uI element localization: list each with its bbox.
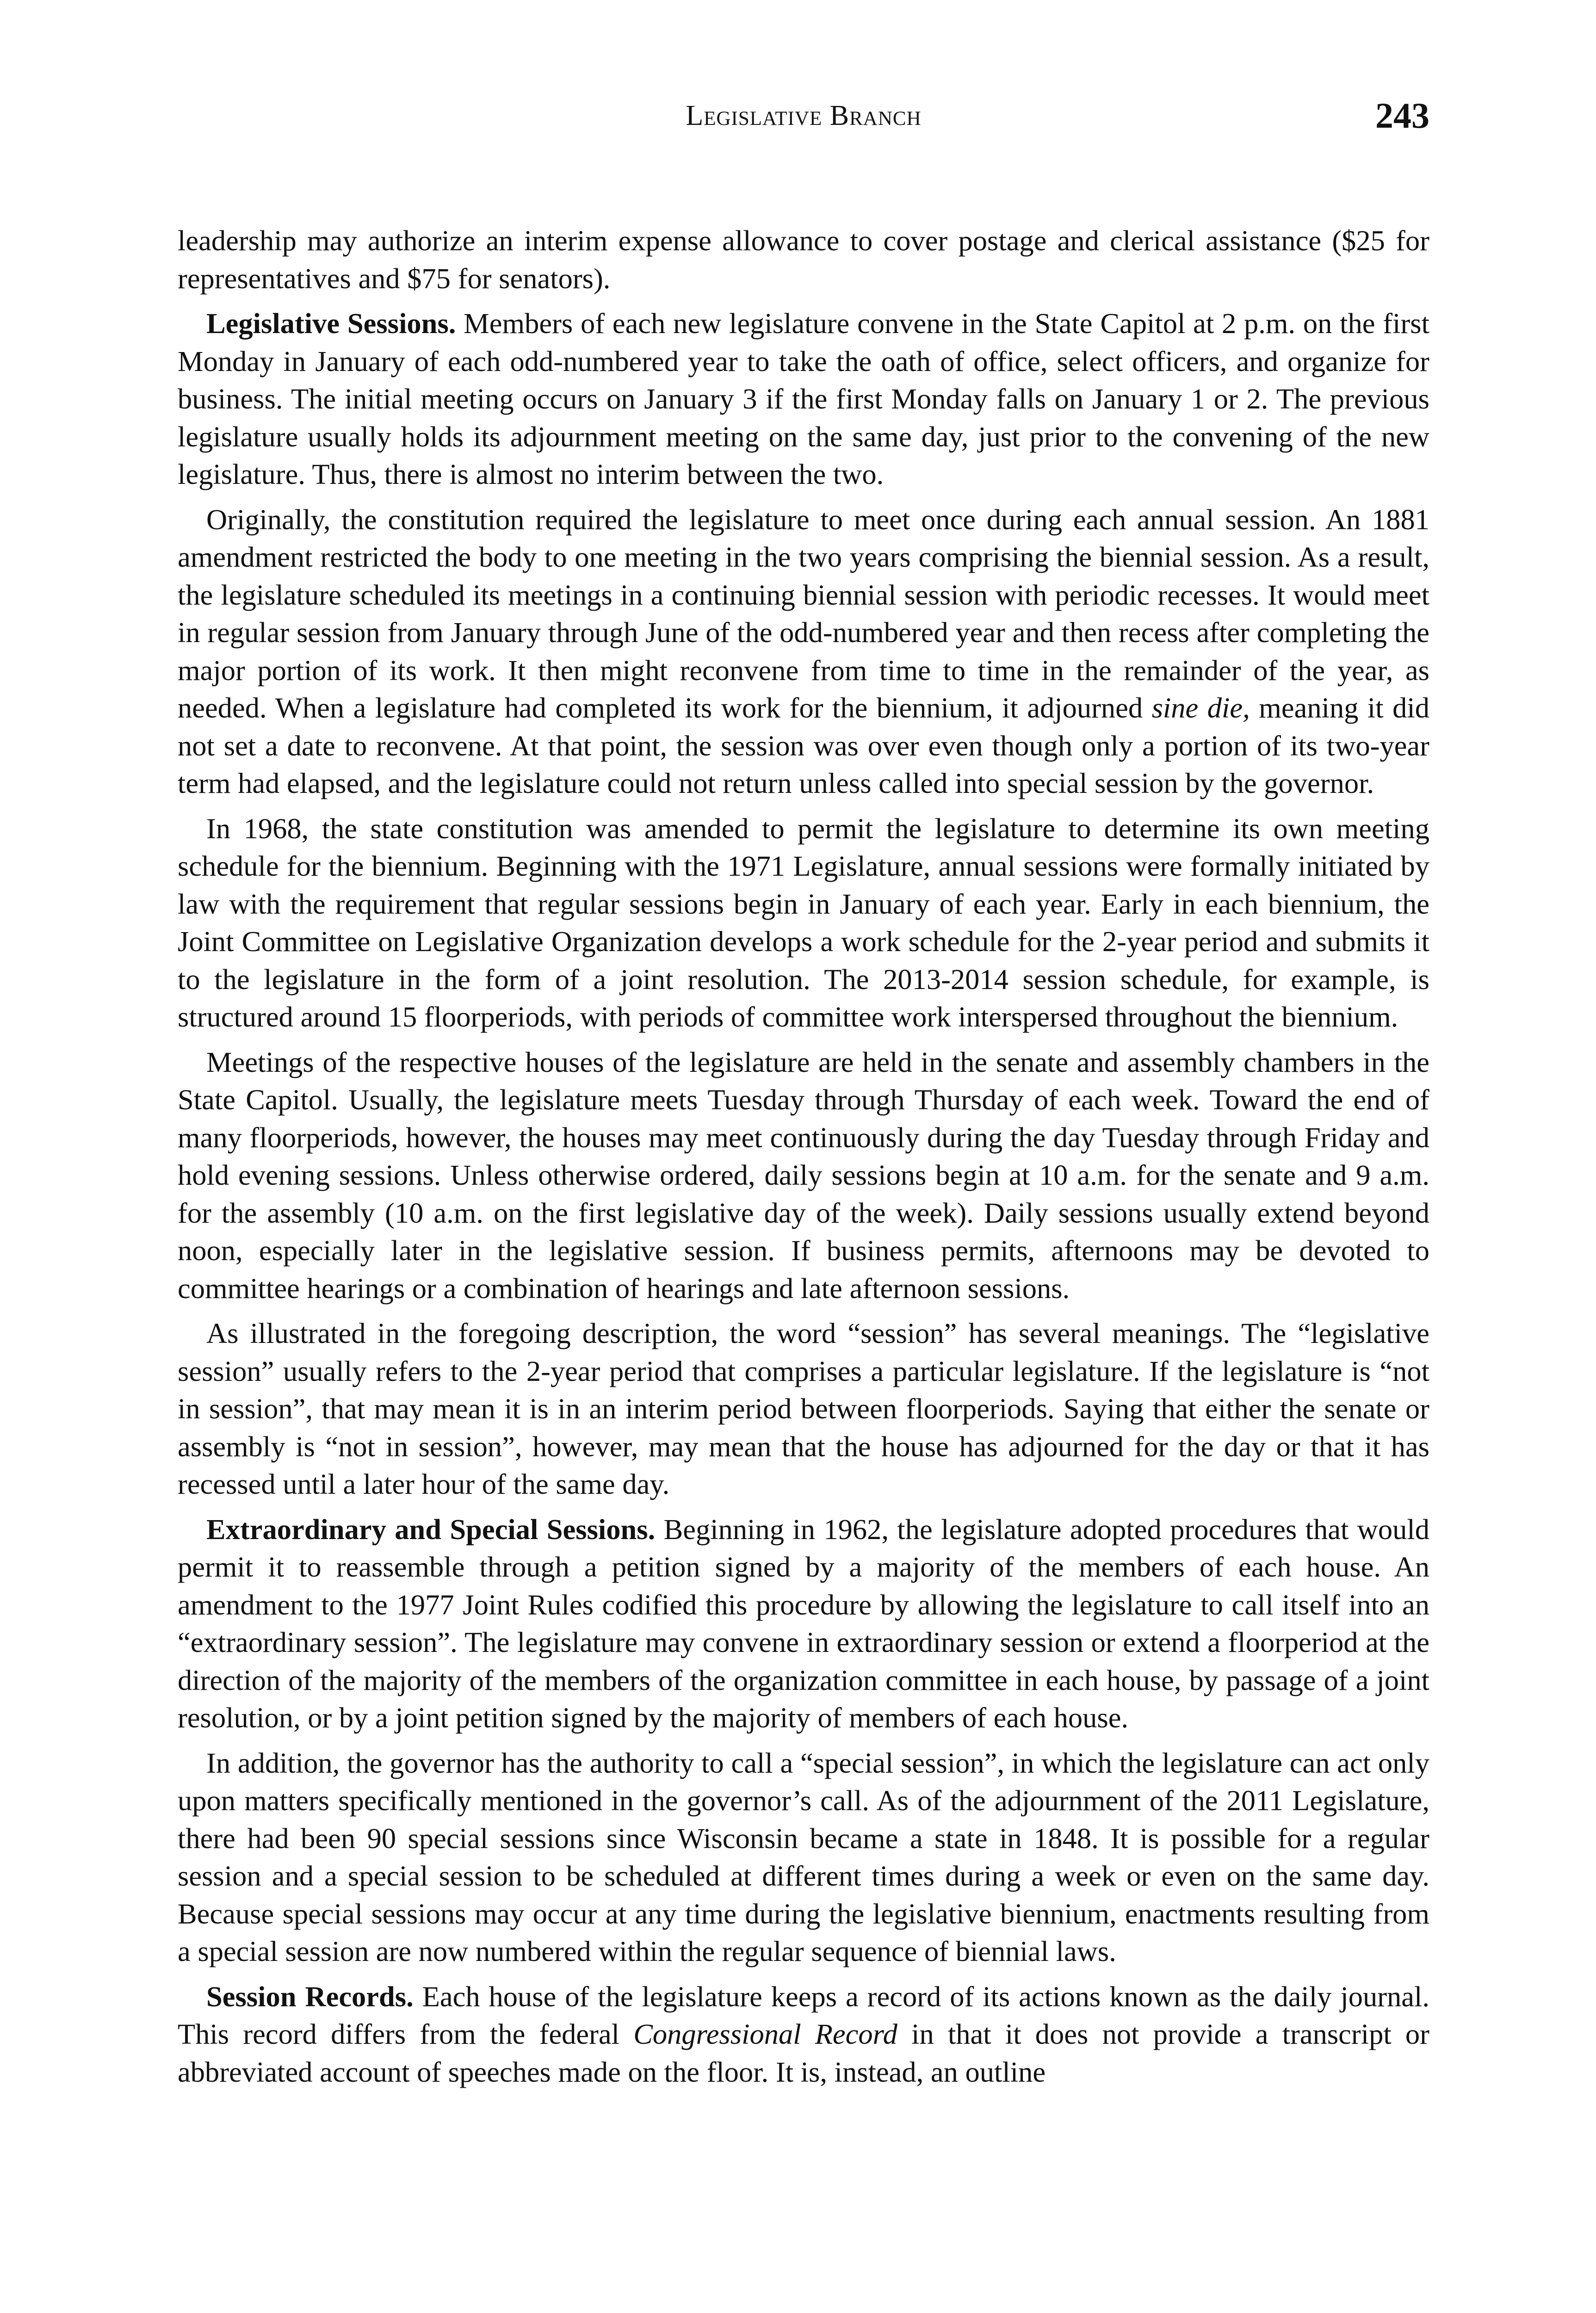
paragraph (178, 1978, 1429, 2091)
paragraph (178, 1315, 1429, 1503)
paragraph (178, 1511, 1429, 1737)
paragraph (178, 810, 1429, 1036)
paragraph-text: As illustrated in the foregoing description, the word “session” has several meanings. The “legislative session” usually refers to the 2-year period that comprises a particular legislature. If the legislature is “not in session”, that may mean it is in an interim period between floorperiods. Saying that either the senate or assembly is “not in session”, however, may mean that the house has adjourned for the day or that it has recessed until a later hour of the same day. (178, 1317, 1429, 1500)
paragraph-text: Members of each new legislature convene in the State Capitol at 2 p.m. on the first Monday in January of each odd-numbered year to take the oath of office, select officers, and organize for business. The initial meeting occurs on January 3 if the first Monday falls on January 1 or 2. The previous legislature usually holds its adjournment meeting on the same day, just prior to the convening of the new legislature. Thus, there is almost no interim between the two. (178, 307, 1429, 490)
section-heading: Session Records. (206, 1980, 414, 2013)
paragraph-text: In 1968, the state constitution was amended to permit the legislature to determine its own meeting schedule for the biennium. Beginning with the 1971 Legislature, annual sessions were formally initiated by law with the requirement that regular sessions begin in January of each year. Early in each biennium, the Joint Committee on Legislative Organization develops a work schedule for the 2-year period and submits it to the legislature in the form of a joint resolution. The 2013-2014 session schedule, for example, is structured around 15 floorperiods, with periods of committee work interspersed throughout the biennium. (178, 812, 1429, 1033)
body-text (178, 222, 1429, 2098)
paragraph-text: Beginning in 1962, the legislature adopted procedures that would permit it to reassemble through a petition signed by a majority of the members of each house. An amendment to the 1977 Joint Rules codified this procedure by allowing the legislature to call itself into an “extraordinary session”. The legislature may convene in extraordinary session or extend a floorperiod at the direction of the majority of the members of the organization committee in each house, by passage of a joint resolution, or by a joint petition signed by the majority of members of each house. (178, 1513, 1429, 1734)
italic-text: Congressional Record (633, 2018, 897, 2050)
paragraph-text: Meetings of the respective houses of the legislature are held in the senate and assembly chambers in the State Capitol. Usually, the legislature meets Tuesday through Thursday of each week. Toward the end of many floorperiods, however, the houses may meet continuously during the day Tuesday through Friday and hold evening sessions. Unless otherwise ordered, daily sessions begin at 10 a.m. for the senate and 9 a.m. for the assembly (10 a.m. on the first legislative day of the week). Daily sessions usually extend beyond noon, especially later in the legislative session. If business permits, afternoons may be devoted to committee hearings or a combination of hearings and late afternoon sessions. (178, 1045, 1429, 1305)
paragraph-text: In addition, the governor has the authority to call a “special session”, in which the legislature can act only upon matters specifically mentioned in the governor’s call. As of the adjournment of the 2011 Legislature, there had been 90 special sessions since Wisconsin became a state in 1848. It is possible for a regular session and a special session to be scheduled at different times during a week or even on the same day. Because special sessions may occur at any time during the legislative biennium, enactments resulting from a special session are now numbered within the regular sequence of biennial laws. (178, 1746, 1429, 1967)
paragraph-text: Originally, the constitution required the legislature to meet once during each annual session. An 1881 amendment restricted the body to one meeting in the two years comprising the biennial session. As a result, the legislature scheduled its meetings in a continuing biennial session with periodic recesses. It would meet in regular session from January through June of the odd-numbered year and then recess after completing the major portion of its work. It then might reconvene from time to time in the remainder of the year, as needed. When a legislature had completed its work for the biennium, it adjourned (178, 503, 1429, 724)
paragraph-text: leadership may authorize an interim expense allowance to cover postage and clerical assistance ($25 for representatives and $75 for senators). (178, 224, 1429, 295)
running-head (178, 95, 1429, 146)
paragraph-text: in that it does not provide a transcript or abbreviated account of speeches made on the floor. It is, instead, an outline (178, 2018, 1429, 2088)
paragraph-text: Each house of the legislature keeps a record of its actions known as the daily journal. This record differs from the federal (178, 1980, 1429, 2050)
section-heading: Extraordinary and Special Sessions. (206, 1513, 656, 1546)
italic-text: sine die, (1151, 692, 1250, 724)
paragraph (178, 1044, 1429, 1308)
paragraph (178, 1744, 1429, 1971)
paragraph (178, 501, 1429, 803)
running-title: Legislative Branch (686, 100, 922, 131)
page-number: 243 (1375, 95, 1429, 136)
section-heading: Legislative Sessions. (206, 307, 456, 340)
paragraph-text: meaning it did not set a date to reconvene. At that point, the session was over even though only a portion of its two-year term had elapsed, and the legislature could not return unless called into special session by the governor. (178, 692, 1429, 799)
paragraph (178, 222, 1429, 297)
paragraph (178, 305, 1429, 494)
